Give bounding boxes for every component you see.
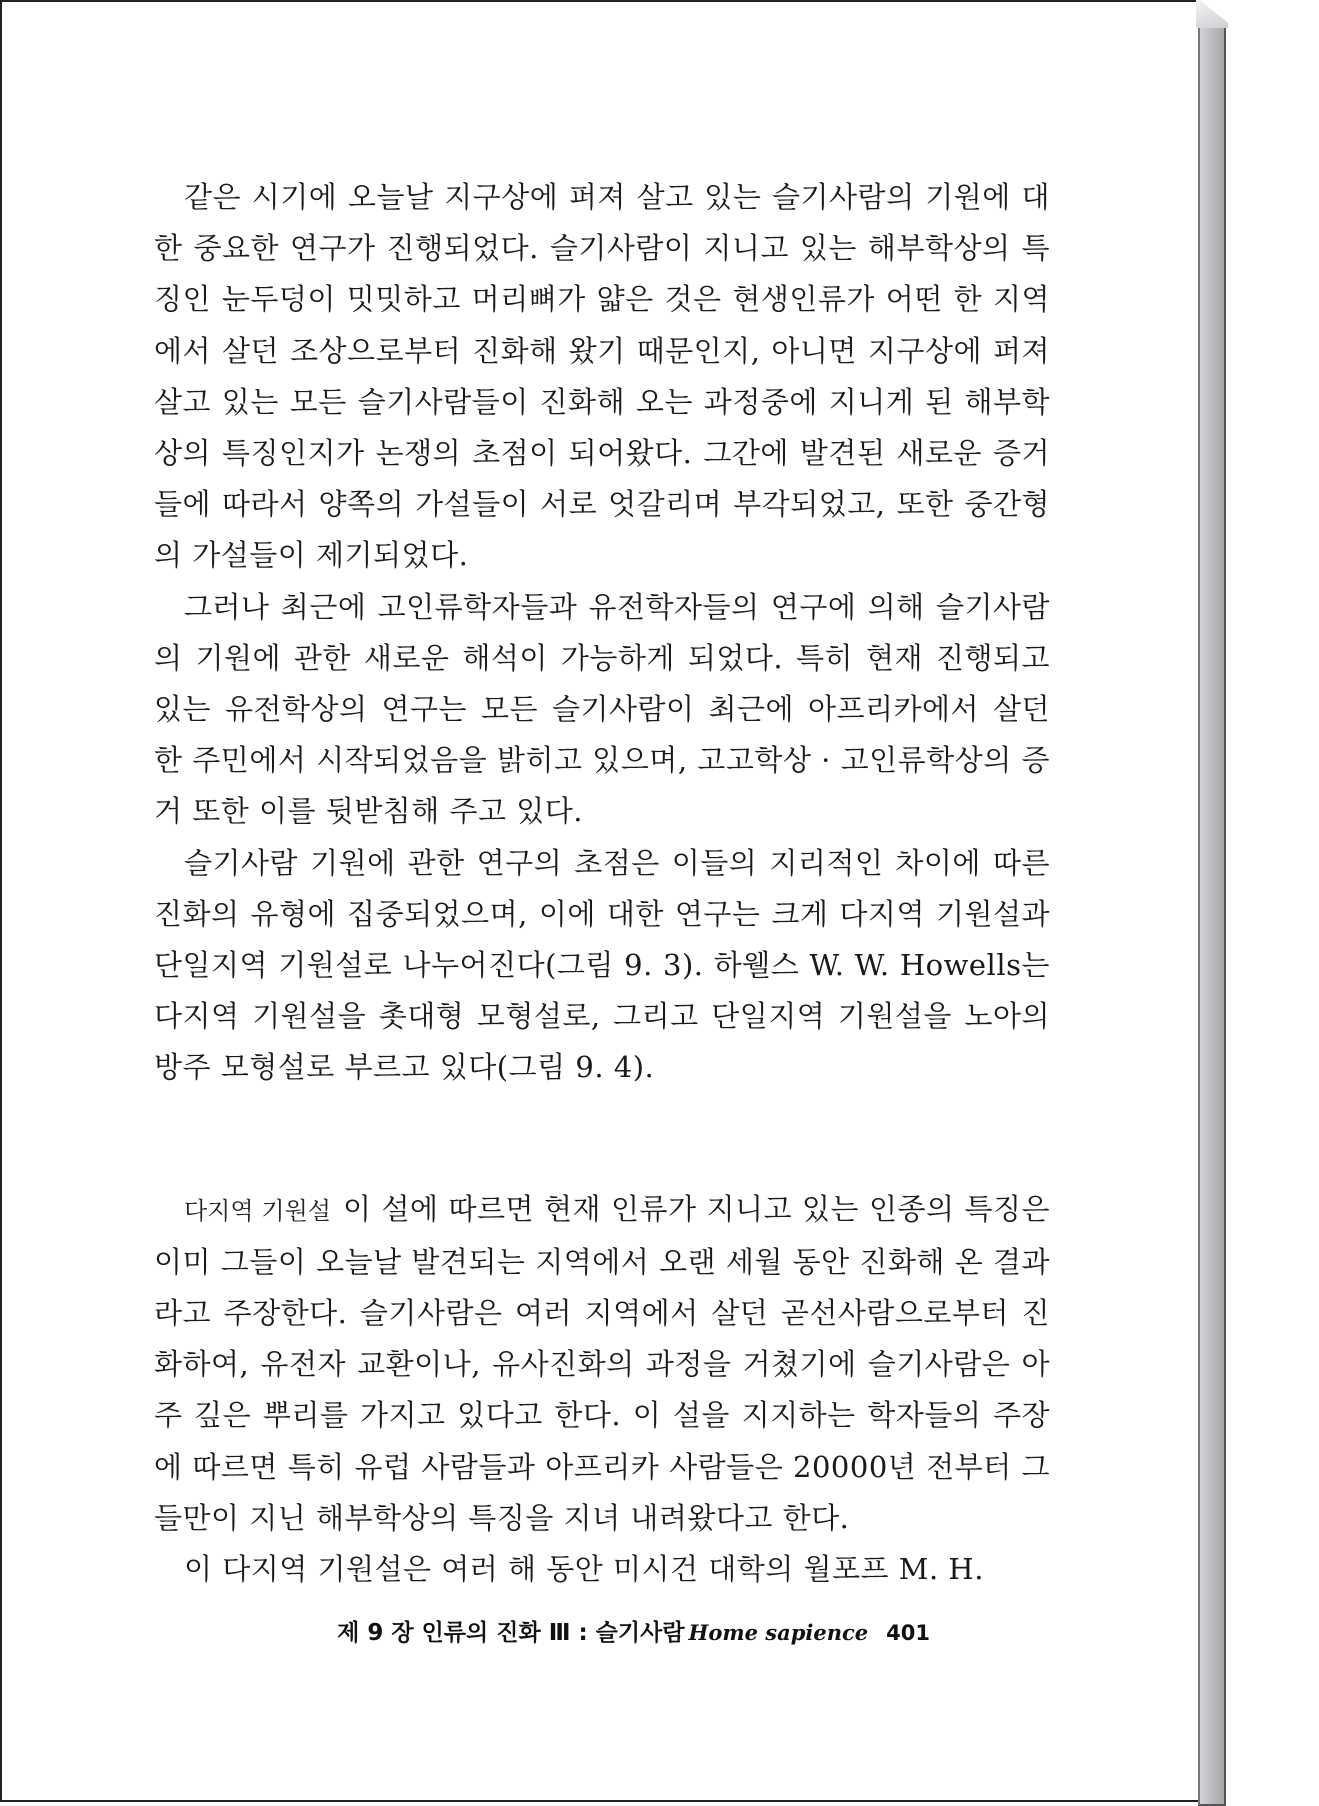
- paragraph-1: 같은 시기에 오늘날 지구상에 퍼져 살고 있는 슬기사람의 기원에 대한 중요한 연구가 진행되었다. 슬기사람이 지니고 있는 해부학상의 특징인 눈두덩이 밋밋하고 머리뼈가 얇은 것은 현생인류가 어떤 한 지역에서 살던 조상으로부터 진화해 왔기 때문인지, 아니면 지구상에 퍼져 살고 있는 모든 슬기사람들이 진화해 오는 과정중에 지니게 된 해부학상의 특징인지가 논쟁의 초점이 되어왔다. 그간에 발견된 새로운 증거들에 따라서 양쪽의 가설들이 서로 엇갈리며 부각되었고, 또한 중간형의 가설들이 제기되었다.: [154, 180, 1050, 573]
- page-number: 401: [886, 1621, 930, 1645]
- paragraph-2: 그러나 최근에 고인류학자들과 유전학자들의 연구에 의해 슬기사람의 기원에 관한 새로운 해석이 가능하게 되었다. 특히 현재 진행되고 있는 유전학상의 연구는 모든 슬기사람이 최근에 아프리카에서 살던 한 주민에서 시작되었음을 밝히고 있으며, 고고학상 · 고인류학상의 증거 또한 이를 뒷받침해 주고 있다.: [154, 589, 1050, 829]
- body-text: [154, 172, 1050, 1595]
- section-last-line: 이 다지역 기원설은 여러 해 동안 미시건 대학의 월포프 M. H.: [184, 1552, 984, 1587]
- chapter-title: 제 9 장 인류의 진화 Ⅲ : 슬기사람: [337, 1620, 685, 1646]
- section-spacer: [154, 1094, 1050, 1184]
- paragraph-3: 슬기사람 기원에 관한 연구의 초점은 이들의 지리적인 차이에 따른 진화의 유형에 집중되었으며, 이에 대한 연구는 크게 다지역 기원설과 단일지역 기원설로 나누어진다(그림 9. 3). 하웰스 W. W. Howells는 다지역 기원설을 촛대형 모형설로, 그리고 단일지역 기원설을 노아의 방주 모형설로 부르고 있다(그림 9. 4).: [154, 845, 1050, 1085]
- section-heading: 다지역 기원설: [184, 1196, 331, 1225]
- section-paragraph: [154, 1184, 1050, 1544]
- chapter-english-title: Home sapience: [688, 1620, 869, 1645]
- page-edge-shadow: [1198, 6, 1226, 1806]
- section-body: 이 설에 따르면 현재 인류가 지니고 있는 인종의 특징은 이미 그들이 오늘날 발견되는 지역에서 오랜 세월 동안 진화해 온 결과라고 주장한다. 슬기사람은 여러 지역에서 살던 곧선사람으로부터 진화하여, 유전자 교환이나, 유사진화의 과정을 거쳤기에 슬기사람은 아주 깊은 뿌리를 가지고 있다고 한다. 이 설을 지지하는 학자들의 주장에 따르면 특히 유럽 사람들과 아프리카 사람들은 20000년 전부터 그들만이 지닌 해부학상의 특징을 지녀 내려왔다고 한다.: [154, 1191, 1050, 1535]
- page-footer: [337, 1614, 930, 1647]
- page-corner-fold: [1196, 0, 1228, 28]
